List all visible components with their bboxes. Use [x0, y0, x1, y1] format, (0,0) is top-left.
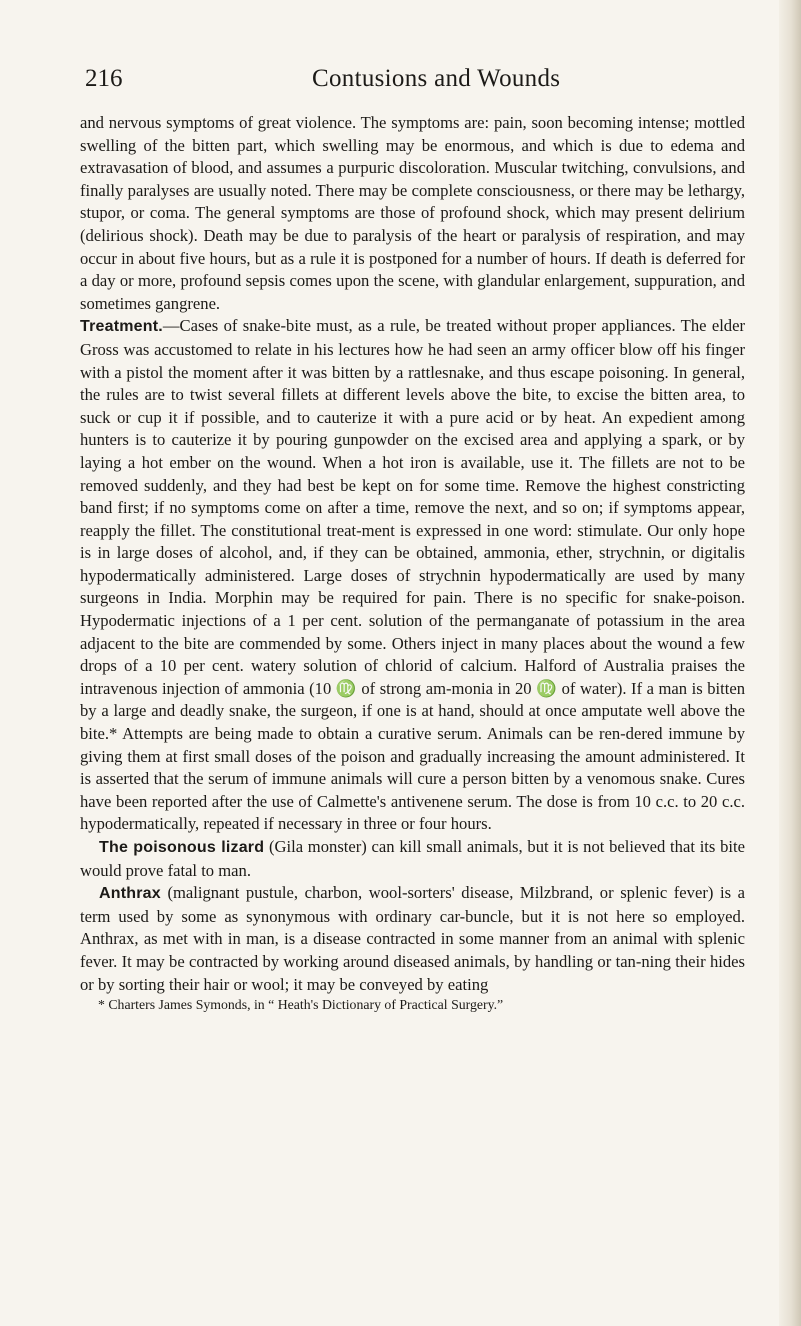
paragraph-symptoms-text: and nervous symptoms of great violence. The symptoms are: pain, soon becoming intense; mottled swelling of the bitten part, which swelling may be enormous, and which is due to edema and extravasation of blood, and assumes a purpuric discoloration. Muscular twitching, convulsions, and finally paralyses are usually noted. There may be complete consciousness, or there may be lethargy, stupor, or coma. The general symptoms are those of profound shock, which may present delirium (delirious shock). Death may be due to paralysis of the heart or paralysis of respiration, and may occur in about five hours, but as a rule it is postponed for a number of hours. If death is deferred for a day or more, profound sepsis comes upon the scene, with glandular enlargement, suppuration, and sometimes gangrene. — [80, 113, 745, 313]
running-title: Contusions and Wounds — [312, 65, 561, 92]
page-number: 216 — [85, 65, 123, 92]
lizard-heading: The poisonous lizard — [99, 839, 265, 856]
page-edge-shadow — [779, 0, 801, 1326]
body-text — [80, 112, 745, 1014]
treatment-heading: Treatment. — [80, 318, 163, 336]
paragraph-symptoms — [80, 112, 745, 315]
book-page — [58, 64, 748, 1013]
anthrax-heading: Anthrax — [99, 885, 161, 903]
page-header — [58, 64, 748, 94]
paragraph-lizard — [80, 836, 745, 882]
footnote: * Charters James Symonds, in “ Heath's Dictionary of Practical Surgery.” — [98, 997, 504, 1013]
paragraph-treatment-text: —Cases of snake-bite must, as a rule, be treated without proper appliances. The elder Gross was accustomed to relate in his lectures how he had seen an army officer blow off his finger with a pistol the moment after it was bitten by a rattlesnake, and thus escape poisoning. In general, the rules are to twist several fillets at different levels above the bite, to excise the bitten area, to suck or cup it if possible, and to cauterize it with a pure acid or by heat. An expedient among hunters is to cauterize it by pouring gunpowder on the excised area and applying a spark, or by laying a hot ember on the wound. When a hot iron is available, use it. The fillets are not to be removed suddenly, and they had best be kept on for some time. Remove the highest constricting band first; if no symptoms come on after a time, remove the next, and so on; if symptoms appear, reapply the fillet. The constitutional treat-ment is expressed in one word: stimulate. Our only hope is in large doses of alcohol, and, if they can be obtained, ammonia, ether, strychnin, or digitalis hypodermatically administered. Large doses of strychnin hypodermatically are used by many surgeons in India. Morphin may be required for pain. There is no specific for snake-poison. Hypodermatic injections of a 1 per cent. solution of the permanganate of potassium in the area adjacent to the bite are commended by some. Others inject in many places about the wound a few drops of a 10 per cent. watery solution of chlorid of calcium. Halford of Australia praises the intravenous injection of ammonia (10 ♍ of strong am-monia in 20 ♍ of water). If a man is bitten by a large and deadly snake, the surgeon, if one is at hand, should at once amputate well above the bite.* Attempts are being made to obtain a curative serum. Animals can be ren-dered immune by giving them at first small doses of the poison and gradually increasing the amount administered. It is asserted that the serum of immune animals will cure a person bitten by a venomous snake. Cures have been reported after the use of Calmette's antivenene serum. The dose is from 10 c.c. to 20 c.c. hypodermatically, repeated if necessary in three or four hours. — [80, 316, 745, 834]
paragraph-anthrax-text: (malignant pustule, charbon, wool-sorters' disease, Milzbrand, or splenic fever) is a term used by some as synonymous with ordinary car-buncle, but it is not here so employed. Anthrax, as met with in man, is a disease contracted in some manner from an animal with splenic fever. It may be contracted by working around diseased animals, by handling or tan-ning their hides or by sorting their hair or wool; it may be conveyed by eating — [80, 883, 745, 994]
paragraph-anthrax — [80, 882, 745, 996]
paragraph-lizard-text: (Gila monster) can kill small animals, but it is not believed that its bite would prove fatal to man. — [80, 837, 745, 880]
paragraph-treatment — [80, 315, 745, 836]
